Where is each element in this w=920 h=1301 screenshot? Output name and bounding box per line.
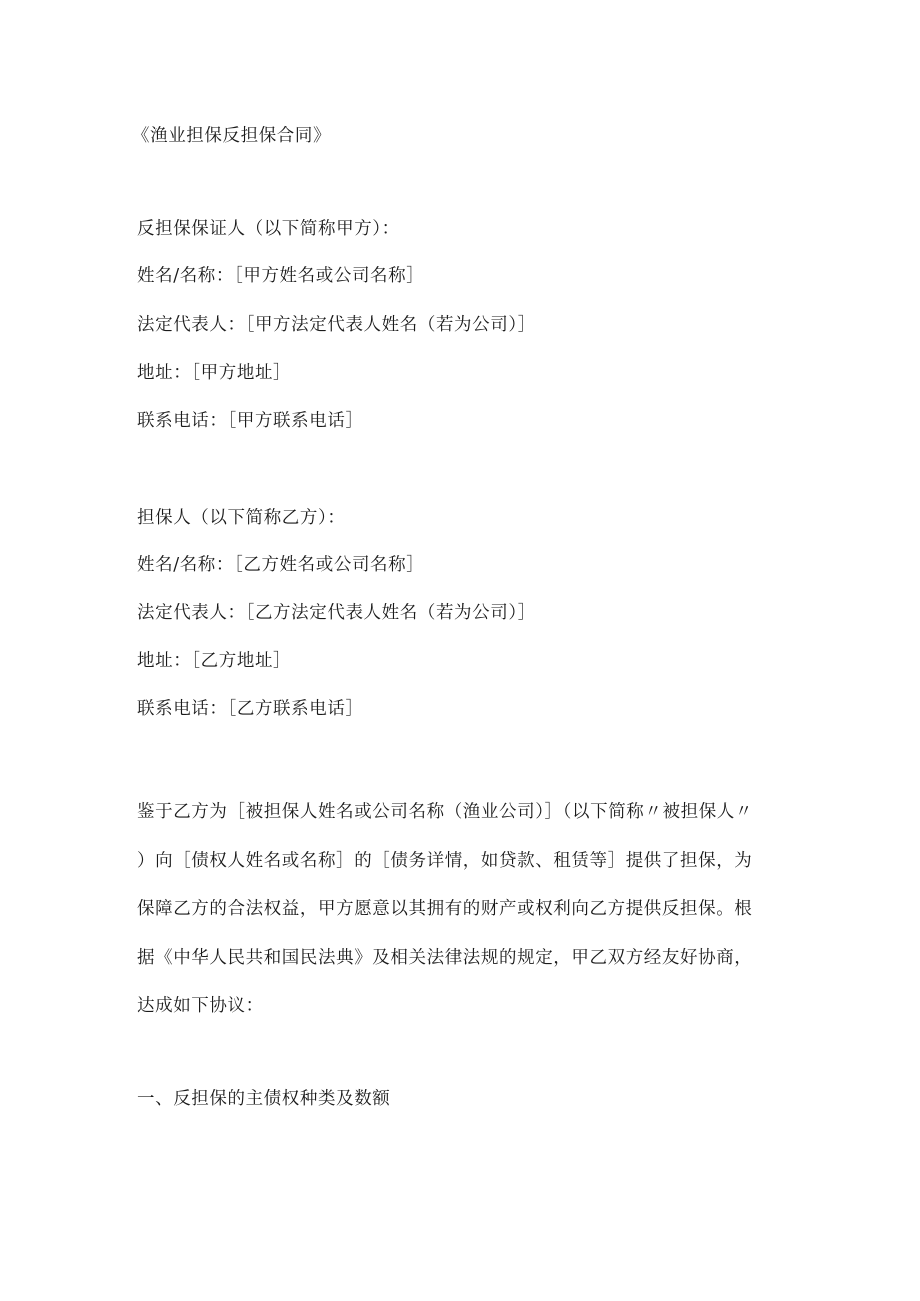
section-1-heading: 一、反担保的主债权种类及数额 [137, 1089, 391, 1109]
party-b-representative: 法定代表人：［乙方法定代表人姓名（若为公司）］ [137, 603, 536, 623]
party-a-heading: 反担保保证人（以下简称甲方）： [137, 219, 400, 239]
party-a-phone: 联系电话：［甲方联系电话］ [137, 411, 364, 431]
preamble-line: 达成如下协议： [137, 996, 264, 1017]
preamble-line: 鉴于乙方为［被担保人姓名或公司名称（渔业公司）］（以下简称〃被担保人〃 [137, 802, 753, 822]
party-a-address: 地址：［甲方地址］ [137, 363, 292, 383]
party-b-address: 地址：［乙方地址］ [137, 651, 292, 671]
preamble-paragraph [137, 788, 787, 1031]
party-b-phone: 联系电话：［乙方联系电话］ [137, 699, 364, 719]
party-a-representative: 法定代表人：［甲方法定代表人姓名（若为公司）］ [137, 315, 536, 335]
party-b-heading: 担保人（以下简称乙方）： [137, 508, 346, 528]
preamble-line: 据《中华人民共和国民法典》及相关法律法规的规定，甲乙双方经友好协商， [137, 947, 753, 968]
party-a-name: 姓名/名称：［甲方姓名或公司名称］ [137, 266, 425, 286]
preamble-line: ）向［债权人姓名或名称］的［债务详情，如贷款、租赁等］提供了担保，为 [137, 850, 753, 871]
party-b-name: 姓名/名称：［乙方姓名或公司名称］ [137, 555, 425, 575]
document-title: 《渔业担保反担保合同》 [132, 126, 332, 146]
preamble-line: 保障乙方的合法权益，甲方愿意以其拥有的财产或权利向乙方提供反担保。根 [137, 899, 753, 920]
